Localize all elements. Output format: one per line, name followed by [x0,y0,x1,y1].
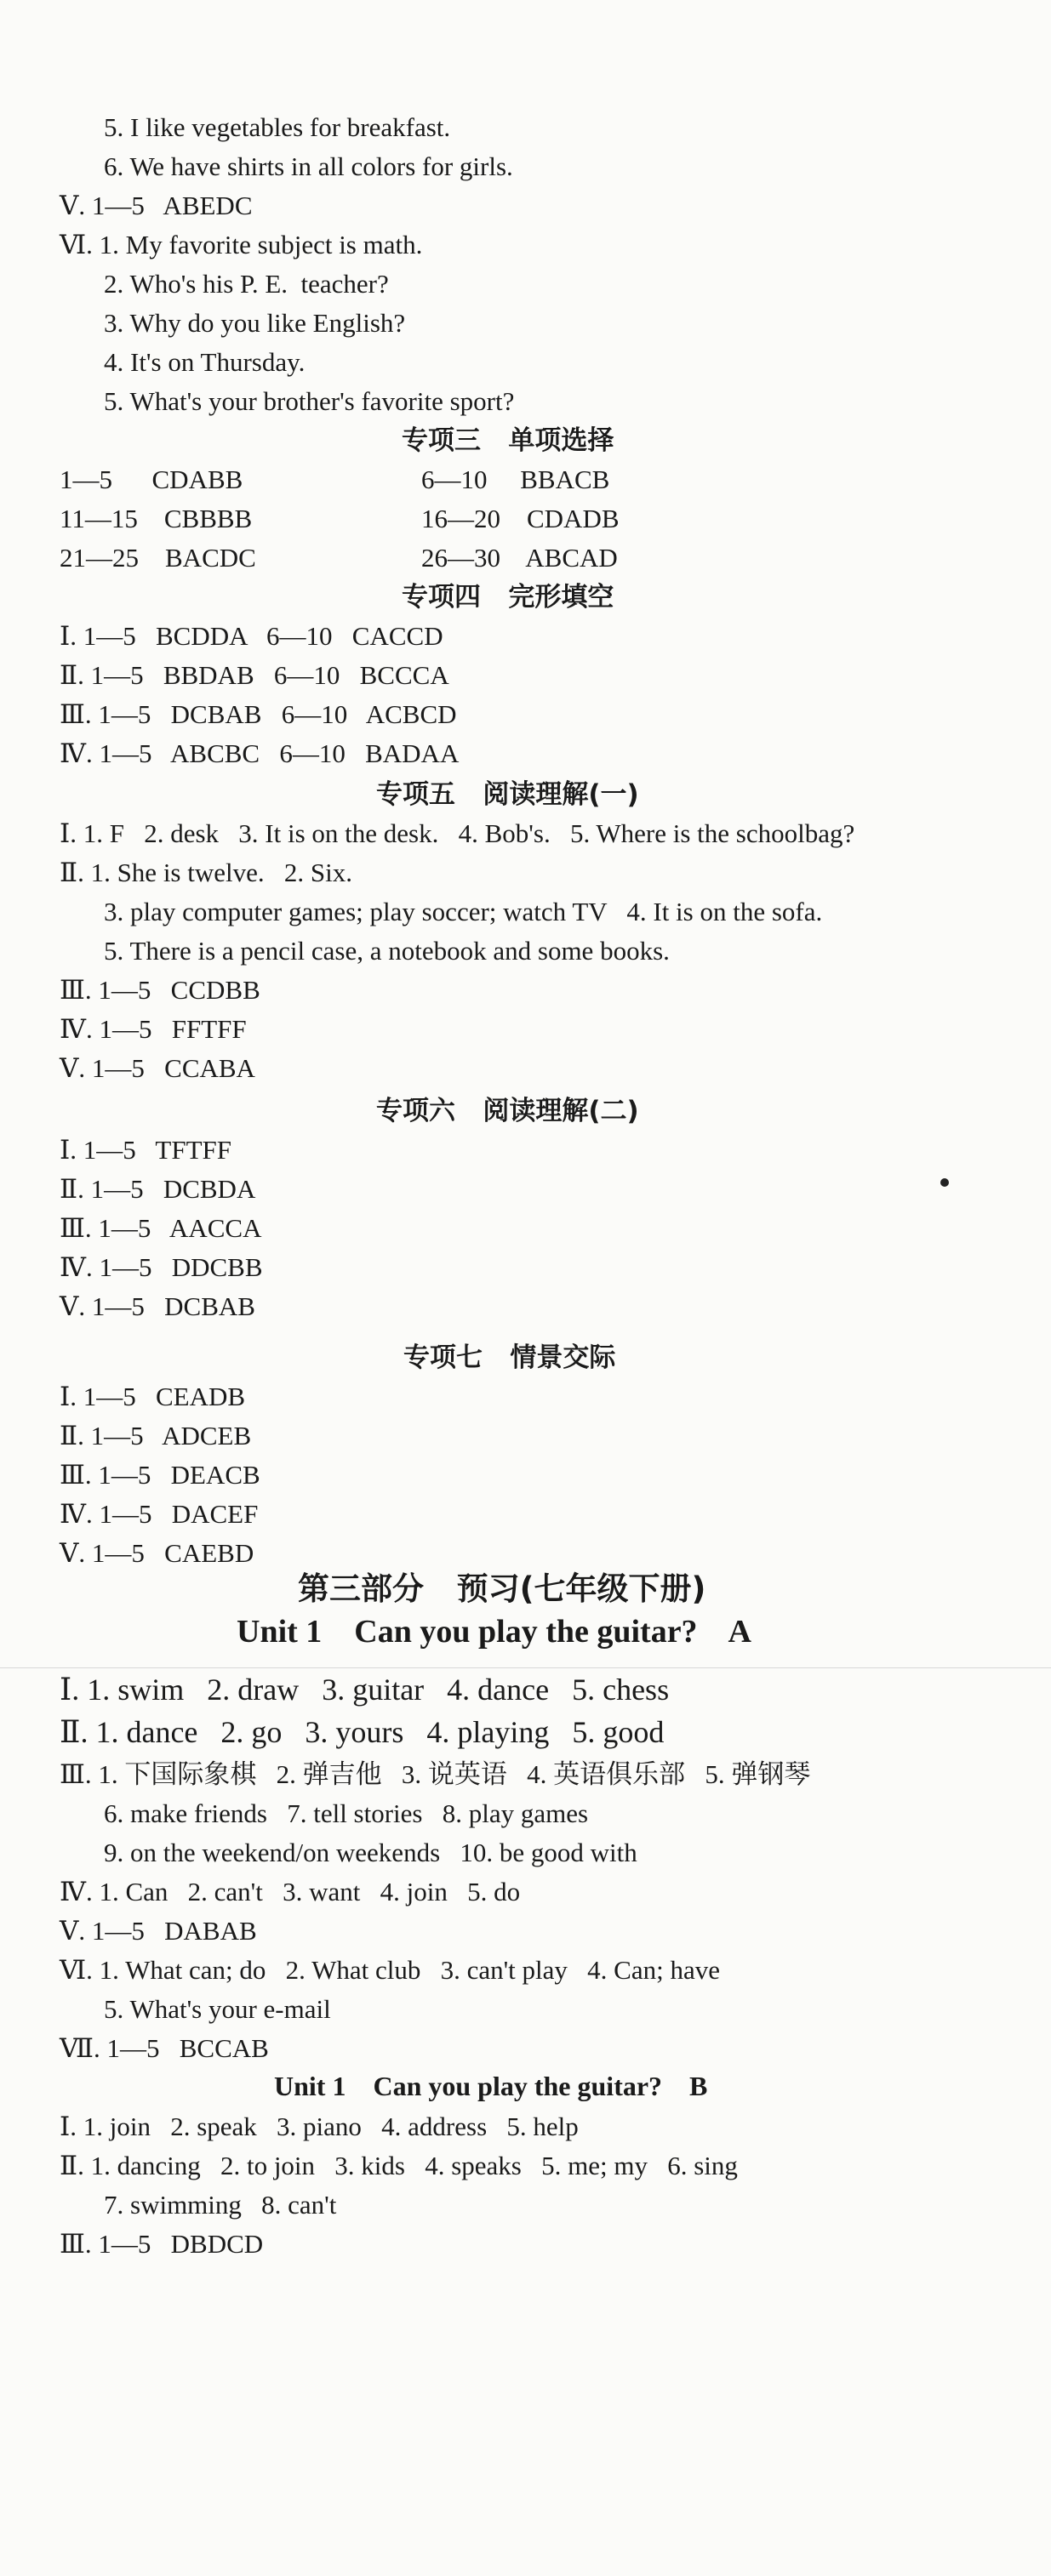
divider-line [0,1667,1051,1668]
section-heading: 专项五 阅读理解(一) [376,779,639,810]
answer-line: Ⅲ. 1—5 AACCA [60,1213,262,1243]
section-heading: 第三部分 预习(七年级下册) [298,1570,706,1607]
answer-line: Ⅳ. 1. Can 2. can't 3. want 4. join 5. do [60,1877,521,1906]
answer-line: 26—30 ABCAD [421,543,618,573]
answer-line: Ⅵ. 1. What can; do 2. What club 3. can't play 4. Can; have [60,1955,720,1985]
answer-line: Ⅱ. 1. dancing 2. to join 3. kids 4. speaks 5. me; my 6. sing [60,2151,738,2180]
answer-line: Ⅱ. 1. dance 2. go 3. yours 4. playing 5. good [60,1715,665,1749]
answer-line: Ⅲ. 1—5 CCDBB [60,975,260,1005]
answer-line: Ⅳ. 1—5 DDCBB [60,1252,263,1282]
answer-line: Ⅱ. 1—5 BBDAB 6—10 BCCCA [60,660,449,690]
answer-line: 7. swimming 8. can't [104,2190,337,2220]
answer-line: 3. play computer games; play soccer; watch TV 4. It is on the sofa. [104,897,823,926]
answer-line: 6—10 BBACB [421,464,610,494]
section-heading: Unit 1 Can you play the guitar? B [274,2071,708,2101]
answer-line: Ⅴ. 1—5 ABEDC [60,191,253,220]
answer-line: Ⅲ. 1—5 DCBAB 6—10 ACBCD [60,699,457,729]
answer-line: 5. What's your e-mail [104,1994,331,2024]
answer-line: Ⅴ. 1—5 DCBAB [60,1291,255,1321]
section-heading: 专项三 单项选择 [402,425,614,456]
ink-dot-mark [940,1178,949,1187]
answer-line: 5. I like vegetables for breakfast. [104,112,451,142]
answer-line: Ⅲ. 1—5 DBDCD [60,2229,264,2259]
answer-line: Ⅰ. 1. swim 2. draw 3. guitar 4. dance 5. chess [60,1673,670,1707]
answer-line: 3. Why do you like English? [104,308,406,338]
answer-line: Ⅰ. 1—5 TFTFF [60,1135,232,1165]
answer-line: 11—15 CBBBB [60,504,253,533]
answer-line: 9. on the weekend/on weekends 10. be good with [104,1838,637,1867]
section-heading: Unit 1 Can you play the guitar? A [237,1614,751,1650]
answer-line: Ⅱ. 1. She is twelve. 2. Six. [60,858,352,887]
answer-line: 6. make friends 7. tell stories 8. play games [104,1798,589,1828]
answer-line: Ⅴ. 1—5 CCABA [60,1053,255,1083]
answer-line: Ⅴ. 1—5 CAEBD [60,1538,254,1568]
answer-line: 21—25 BACDC [60,543,256,573]
section-heading: 专项六 阅读理解(二) [376,1096,639,1126]
answer-line: Ⅰ. 1—5 CEADB [60,1382,246,1411]
answer-line: Ⅳ. 1—5 DACEF [60,1499,259,1529]
answer-line: 2. Who's his P. E. teacher? [104,269,389,299]
answer-line: 6. We have shirts in all colors for girls. [104,151,513,181]
answer-line: 1—5 CDABB [60,464,243,494]
answer-line: 5. What's your brother's favorite sport? [104,386,515,416]
answer-line: 5. There is a pencil case, a notebook and some books. [104,936,670,966]
answer-line: Ⅲ. 1. 下国际象棋 2. 弹吉他 3. 说英语 4. 英语俱乐部 5. 弹钢琴 [60,1759,811,1789]
answer-line: Ⅳ. 1—5 ABCBC 6—10 BADAA [60,738,460,768]
answer-line: Ⅰ. 1. join 2. speak 3. piano 4. address 5. help [60,2112,579,2141]
answer-line: Ⅰ. 1—5 BCDDA 6—10 CACCD [60,621,443,651]
section-heading: 专项四 完形填空 [402,582,614,613]
answer-line: Ⅴ. 1—5 DABAB [60,1916,257,1946]
answer-line: Ⅲ. 1—5 DEACB [60,1460,260,1490]
answer-line: Ⅵ. 1. My favorite subject is math. [60,230,423,259]
answer-line: Ⅱ. 1—5 DCBDA [60,1174,256,1204]
answer-line: Ⅳ. 1—5 FFTFF [60,1014,247,1044]
answer-line: Ⅱ. 1—5 ADCEB [60,1421,252,1450]
answer-line: 4. It's on Thursday. [104,347,306,377]
answer-line: Ⅶ. 1—5 BCCAB [60,2033,269,2063]
section-heading: 专项七 情景交际 [403,1342,616,1373]
answer-line: 16—20 CDADB [421,504,620,533]
answer-line: Ⅰ. 1. F 2. desk 3. It is on the desk. 4. Bob's. 5. Where is the schoolbag? [60,818,855,848]
